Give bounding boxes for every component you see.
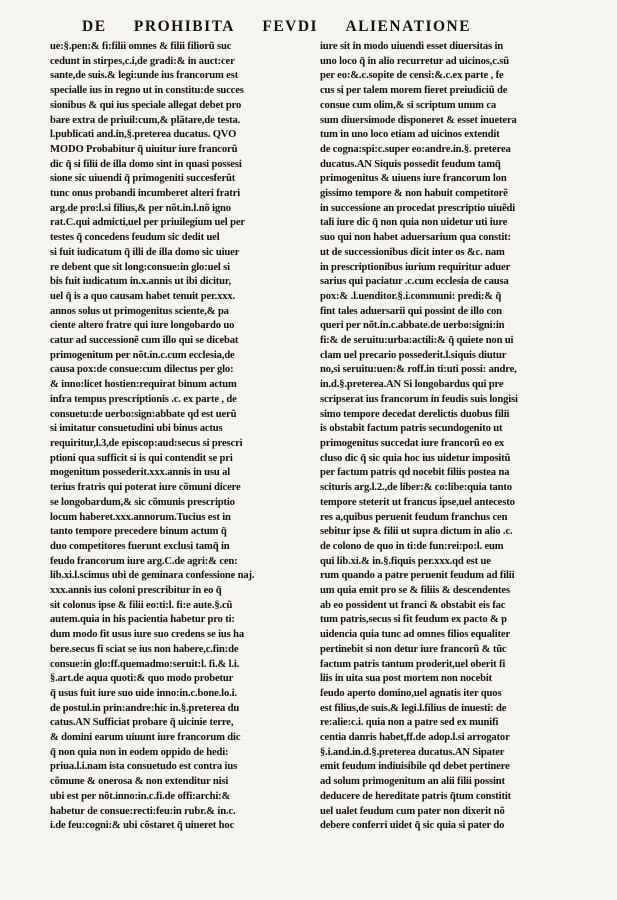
left-column-line: & domini earum uiuunt iure francorum dic	[50, 732, 241, 744]
running-head	[50, 14, 599, 40]
left-column-line: infra tempus prescriptionis .c. ex parte , de	[50, 393, 237, 405]
left-column-line: catur ad successionẽ cum illo qui se dicebat	[50, 335, 239, 347]
left-column-line: xxx.annis ius coloni prescribitur in eo q̃	[50, 585, 222, 597]
left-column-line: specialle ius in regno ut in constitu:de succes	[50, 85, 244, 97]
right-column-line: tali iure dic q̃ non quia non uidetur uti iure	[320, 217, 508, 229]
right-column-line: iure sit in modo uiuendi esset diuersitas in	[320, 41, 504, 52]
right-column-line: uel ualet feudum cum pater non dixerit nõ	[320, 805, 505, 817]
left-column-line: i.de feu:cogni:& ubi cõstaret q̃ uiueret hoc	[50, 820, 235, 832]
right-column-line: um quia emit pro se & filiis & descendentes	[320, 585, 510, 597]
right-column-line: centia danris habet,ff.de adop.l.si arrogator	[320, 732, 510, 744]
right-column-line: tum patris,secus si fit feudum ex pacto & p	[320, 614, 507, 626]
left-column-line: ptioni qua sufficit si is qui contendit se pri	[50, 452, 233, 464]
left-column-line: bere.secus fi sciat se ius non habere,c.fin:de	[50, 643, 239, 655]
left-column-line: ue:§.pen:& fi:filii omnes & filii filiorũ suc	[50, 41, 232, 52]
right-column-line: de cogna:spi:c.super eo:andre.in.§. preterea	[320, 143, 511, 155]
right-column	[320, 40, 582, 834]
right-column-line: fint tales aduersarii qui possint de illo con	[320, 305, 502, 317]
left-column	[50, 40, 306, 834]
left-column-line: bis fuit iudicatum in.x.annis ut ibi dicitur,	[50, 276, 231, 288]
left-column-line: ciente altero fratre qui iure longobardo uo	[50, 320, 235, 332]
left-column-line: cedunt in stirpes,c.i,de gradi:& in auct:cer	[50, 55, 235, 67]
right-column-line: in.d.§.preterea.AN Si longobardus qui pre	[320, 379, 504, 391]
left-column-line: & inno:licet hostien:requirat binum actum	[50, 379, 237, 391]
left-column-line: dum modo fit usus iure suo credens se ius ha	[50, 629, 245, 641]
right-column-line: simo tempore decedat derelictis duobus filii	[320, 408, 510, 420]
right-column-line: uidencia quia tunc ad omnes filios equaliter	[320, 629, 510, 641]
left-column-line: de postul.in prin:andre:hic in.§.preterea du	[50, 702, 240, 714]
left-column-line: terius fratris qui poterat iure cõmuni dicere	[50, 482, 241, 494]
running-head-word: DE	[82, 18, 107, 35]
right-column-line: is obstabit factum patris secundogenito ut	[320, 423, 503, 435]
right-column-line: queri per nõt.in.c.abbate.de uerbo:signi:in	[320, 320, 505, 332]
left-column-line: si imitatur consuetudini ubi binus actus	[50, 423, 223, 435]
right-column-line: ab eo possident ut franci & obstabit eis fac	[320, 599, 506, 611]
left-column-line: si fuit iudicatum q̃ illi de illa domo sic uiuer	[50, 246, 240, 258]
right-column-line: clam uel precario possederit.l.siquis diutur	[320, 349, 507, 361]
left-column-line: locum haberet.xxx.annorum.Tucius est in	[50, 511, 231, 523]
right-column-line: primogenitus succedat iure francorũ eo ex	[320, 437, 505, 449]
right-column-line: pertinebit si non detur iure francorũ & tũc	[320, 643, 507, 655]
right-column-line: est filius,de suis.& legi.l.filius de inuesti: de	[320, 702, 507, 714]
left-column-line: catus.AN Sufficiat probare q̃ uicinie terre,	[50, 717, 234, 729]
right-column-line: tempore steterit ut francus ipse,uel antecesto	[320, 496, 515, 508]
left-column-line: re debent que sit long:consue:in glo:uel si	[50, 261, 230, 273]
left-column-line: q̃ usus fuit iure suo uide inno:in.c.bone.lo.i.	[50, 687, 237, 699]
right-column-line: re:alie:c.i. quia non a patre sed ex munifi	[320, 717, 499, 729]
left-column-line: sionibus & qui ius speciale allegat debet pro	[50, 99, 242, 111]
right-column-line: rum quando a patre peruenit feudum ad filii	[320, 570, 515, 582]
right-column-line: deducere de hereditate patris q̃tum constitit	[320, 790, 512, 802]
left-column-line: tanto tempore precedere binum actum q̃	[50, 526, 227, 538]
right-column-line: sum diuersimode disponeret & esset inuetera	[320, 114, 517, 126]
left-column-line: requiritur,l.3,de episcop:aud:secus si prescri	[50, 437, 243, 449]
right-column-line: pox:& .l.uenditor.§.i.communi: predi:& q̃	[320, 290, 502, 302]
right-column-line: sarius qui paciatur .c.cum ecclesia de causa	[320, 276, 509, 288]
left-column-line: se longobardum,& sic cõmunis prescriptio	[50, 496, 235, 508]
right-column-line: emit feudum indiuisibile qd debet pertinere	[320, 761, 510, 773]
right-column-line: in successione an procedat prescriptio uiuẽdi	[320, 202, 516, 214]
left-column-line: mogenitum possederit.xxx.annis in usu al	[50, 467, 231, 479]
right-column-line: no,si seruitu:uen:& roff.in ti:uti possi: andre,	[320, 364, 517, 376]
right-column-line: tum in uno loco etiam ad uicinos extendit	[320, 129, 500, 141]
right-column-line: in prescriptionibus iurium requiritur aduer	[320, 261, 511, 273]
right-column-line: suo qui non habet aduersarium qua constit:	[320, 232, 511, 244]
right-column-line: liis in uita sua post mortem non nocebit	[320, 673, 493, 685]
right-column-line: de colono de quo in ti:de fun:rei:po:l. eum	[320, 540, 504, 552]
right-column-line: sebitur ipse & filii ut supra dictum in alio .c.	[320, 526, 513, 538]
text-columns	[50, 40, 599, 890]
left-column-line: l.publicati and.in,§.preterea ducatus. QVO	[50, 129, 237, 141]
left-column-line: duo competitores fuerunt exclusi tamq̃ in	[50, 540, 230, 552]
right-column-line: per eo:&.c.sopite de censi:&.c.ex parte , fe	[320, 70, 504, 82]
left-column-line: tunc onus probandi incumberet alteri fratri	[50, 188, 241, 200]
left-column-line: uel q̃ is a quo causam habet tenuit per.xxx.	[50, 290, 236, 302]
left-column-line: MODO Probabitur q̃ uiuitur iure francorũ	[50, 143, 238, 155]
right-column-line: cluso dic q̃ sic quia hoc ius uidetur impositũ	[320, 452, 511, 464]
left-column-line: priua.l.i.nam ista consuetudo est contra ius	[50, 761, 238, 773]
left-column-line: causa pox:de consue:cum dilectus per glo:	[50, 364, 234, 376]
right-column-line: uno loco q̃ in alio recurretur ad uicinos,c.sũ	[320, 55, 509, 67]
left-column-line: rat.C.qui admicti,uel per priuilegium uel per	[50, 217, 245, 229]
left-column-line: q̃ non quia non in eodem oppido de hedi:	[50, 746, 229, 758]
left-column-line: dic q̃ si filii de illa domo sint in quasi possesi	[50, 158, 242, 170]
right-column-line: qui lib.xi.& in.§.fiquis per.xxx.qd est ue	[320, 555, 491, 567]
left-column-line: habetur de consue:recti:feu:in rubr.& in.c.	[50, 805, 236, 817]
running-head-word: FEVDI	[262, 18, 319, 35]
left-column-line: sit colonus ipse & filii eo:ti:l. fi:e aute.§.cũ	[50, 599, 233, 611]
left-column-line: primogenitum per nõt.in.c.cum ecclesia,de	[50, 349, 235, 361]
left-column-line: feudo francorum iure arg.C.de agri:& cen:	[50, 555, 238, 567]
left-column-line: §.art.de aqua quoti:& quo modo probetur	[50, 673, 234, 685]
left-column-line: arg.de pro:l.si filius,& per nõt.in.l.nõ igno	[50, 202, 231, 214]
right-column-line: §.i.and.in.d.§.preterea ducatus.AN Sipater	[320, 746, 505, 758]
left-column-line: consue:in glo:ff.quemadmo:seruit:l. fi.& l.i.	[50, 658, 240, 670]
left-column-line: cõmune & onerosa & non extenditur nisi	[50, 776, 229, 788]
left-column-line: consuetu:de uerbo:sign:abbate qd est uerũ	[50, 408, 237, 420]
right-column-line: ducatus.AN Siquis possedit feudum tamq̃	[320, 158, 501, 170]
right-column-line: per factum patris qd nocebit filiis postea na	[320, 467, 510, 479]
left-column-line: testes q̃ concedens feudum sic dedit uel	[50, 232, 220, 244]
right-column-line: ad solum primogenitum an alii filii possint	[320, 776, 505, 788]
right-column-line: primogenitus & uiuens iure francorum lon	[320, 173, 507, 185]
right-column-line: cus si per talem morem fieret preiudiciũ de	[320, 85, 508, 97]
left-column-line: ubi est per nõt.inno:in.c.fi.de offi:archi:&	[50, 790, 231, 802]
right-column-line: consue cum olim,& si scriptum unum ca	[320, 99, 497, 111]
right-column-line: res a,quibus peruenit feudum franchus cen	[320, 511, 508, 523]
left-column-line: bare extra de priuil:cum,& plãtare,de testa.	[50, 114, 241, 126]
right-column-line: gissimo tempore & non habuit competitorẽ	[320, 188, 508, 200]
right-column-line: scripserat ius francorum in feudis suis longisi	[320, 393, 518, 405]
right-column-line: factum patris tantum proderit,uel oberit fi	[320, 658, 506, 670]
left-column-line: lib.xi.l.scimus ubi de geminara confessione naj.	[50, 570, 255, 582]
running-head-word: PROHIBITA	[133, 18, 235, 35]
right-column-line: feudo aperto domino,uel agnatis iter quos	[320, 687, 502, 699]
right-column-line: scituris arg.l.2.,de liber:& co:libe:quia tanto	[320, 482, 512, 494]
left-column-line: autem.quia in his pacientia habetur pro ti:	[50, 614, 235, 626]
left-column-line: annos solus ut primogenitus sciente,& pa	[50, 305, 229, 317]
left-column-line: sante,de suis.& legi:unde ius francorum est	[50, 70, 239, 82]
running-head-word: ALIENATIONE	[345, 18, 472, 35]
right-column-line: debere conferri uidet q̃ sic quia si pater do	[320, 820, 505, 832]
left-column-line: sione sic uiuendi q̃ primogeniti succesferũt	[50, 173, 236, 185]
right-column-line: fi:& de seruitu:urba:actili:& q̃ quiete non ui	[320, 335, 514, 347]
right-column-line: ut de successionibus dicit inter os &c. nam	[320, 246, 505, 258]
